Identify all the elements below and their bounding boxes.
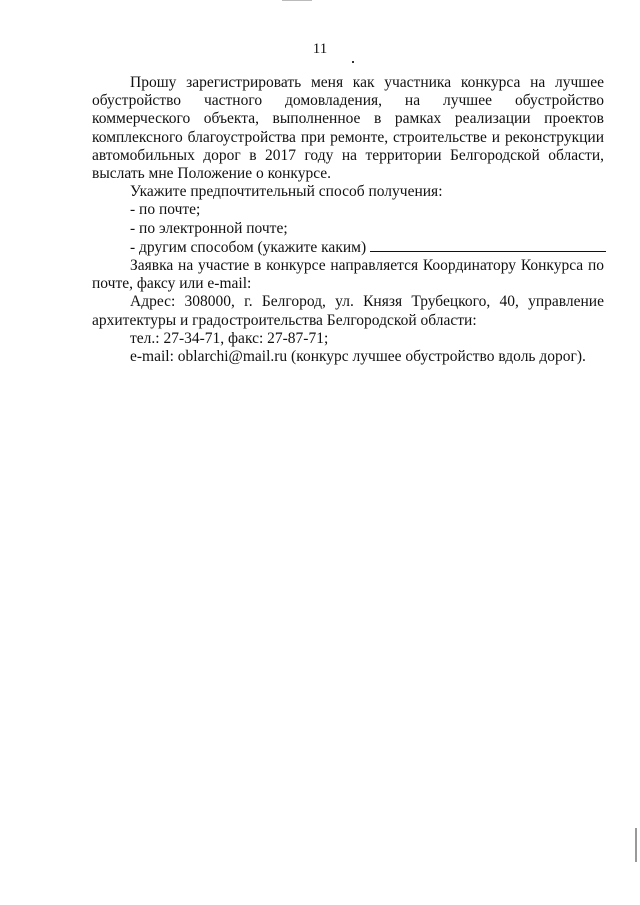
option-other <box>92 238 604 257</box>
document-body <box>92 74 604 366</box>
submission-paragraph: Заявка на участие в конкурсе направляется Координатору Конкурса по почте, факсу или e-mail: <box>92 257 604 293</box>
scan-artifact-edge <box>635 828 637 862</box>
other-method-field[interactable] <box>370 238 606 252</box>
address-paragraph: Адрес: 308000, г. Белгород, ул. Князя Трубецкого, 40, управление архитектуры и градостроительства Белгородской области: <box>92 293 604 329</box>
scan-artifact-dot <box>352 61 354 63</box>
page-number: 11 <box>312 41 328 57</box>
method-prompt: Укажите предпочтительный способ получения: <box>130 183 443 201</box>
email-line: e-mail: oblarchi@mail.ru (конкурс лучшее обустройство вдоль дорог). <box>130 348 586 366</box>
option-other-label: - другим способом (укажите каким) <box>130 238 367 256</box>
option-email: - по электронной почте; <box>130 219 288 237</box>
scan-artifact-top <box>282 0 312 1</box>
request-paragraph: Прошу зарегистрировать меня как участника конкурса на лучшее обустройство частного домовладения, на лучшее обустройство коммерческого объекта, выполненное в рамках реализации проектов комплексного благоустройства при ремонте, строительстве и реконструкции автомобильных дорог в 2017 году на территории Белгородской области, выслать мне Положение о конкурсе. <box>92 74 604 183</box>
option-post: - по почте; <box>130 201 201 219</box>
phone-line: тел.: 27-34-71, факс: 27-87-71; <box>130 329 329 347</box>
